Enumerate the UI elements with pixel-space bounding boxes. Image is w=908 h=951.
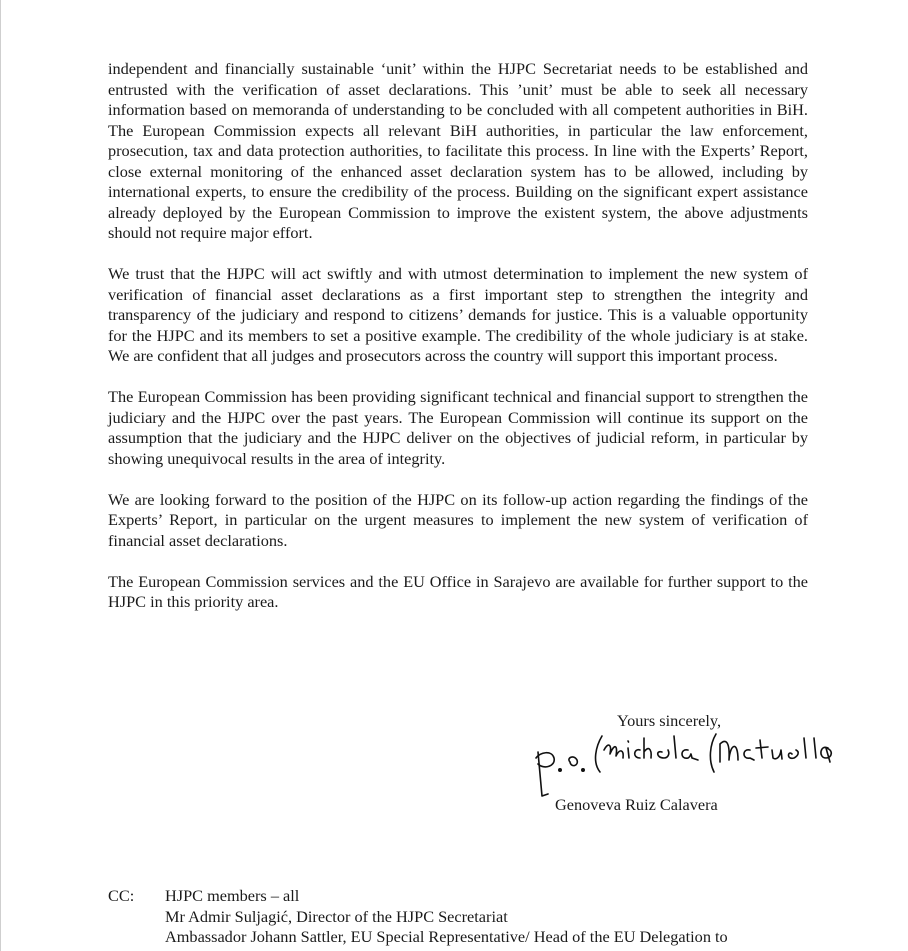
cc-label: CC: [108,886,135,905]
letter-body [108,59,808,633]
cc-recipient: Ambassador Johann Sattler, EU Special Representative/ Head of the EU Delegation to [165,927,728,946]
closing-salutation: Yours sincerely, [617,711,722,730]
signer-name: Genoveva Ruiz Calavera [555,795,718,814]
paragraph-availability: The European Commission services and the EU Office in Sarajevo are available for further support to the HJPC in this priority area. [108,571,808,611]
page-edge [0,0,1,951]
cc-recipient-list [165,886,825,948]
cc-recipient: HJPC members – all [165,886,300,905]
cc-recipient: Mr Admir Suljagić, Director of the HJPC Secretariat [165,906,508,926]
paragraph-ec-support: The European Commission has been providing significant technical and financial support to strengthen the judiciary and the HJPC over the past years. The European Commission will continue its support on the assumption that the judiciary and the HJPC deliver on the objectives of judicial reform, in particular by showing unequivocal results in the area of integrity. [108,387,808,468]
paragraph-trust-hjpc: We trust that the HJPC will act swiftly and with utmost determination to implement the new system of verification of financial asset declarations as a first important step to strengthen the integrity and transparency of the judiciary and respond to citizens’ demands for justice. This is a valuable opportunity for the HJPC and its members to set a positive example. The credibility of the whole judiciary is at stake. We are confident that all judges and prosecutors across the country will support this important process. [108,264,808,365]
paragraph-unit-verification: independent and financially sustainable ‘unit’ within the HJPC Secretariat needs to be established and entrusted with the verification of asset declarations. This ’unit’ must be able to seek all necessary information based on memoranda of understanding to be concluded with all competent authorities in BiH. The European Commission expects all relevant BiH authorities, in particular the law enforcement, prosecution, tax and data protection authorities, to facilitate this process. In line with the Experts’ Report, close external monitoring of the enhanced asset declaration system has to be allowed, including by international experts, to ensure the credibility of the process. Building on the significant expert assistance already deployed by the European Commission to improve the existent system, the above adjustments should not require major effort. [108,59,808,242]
handwritten-signature [530,728,840,800]
paragraph-follow-up: We are looking forward to the position of the HJPC on its follow-up action regarding the findings of the Experts’ Report, in particular on the urgent measures to implement the new system of verification of financial asset declarations. [108,489,808,550]
